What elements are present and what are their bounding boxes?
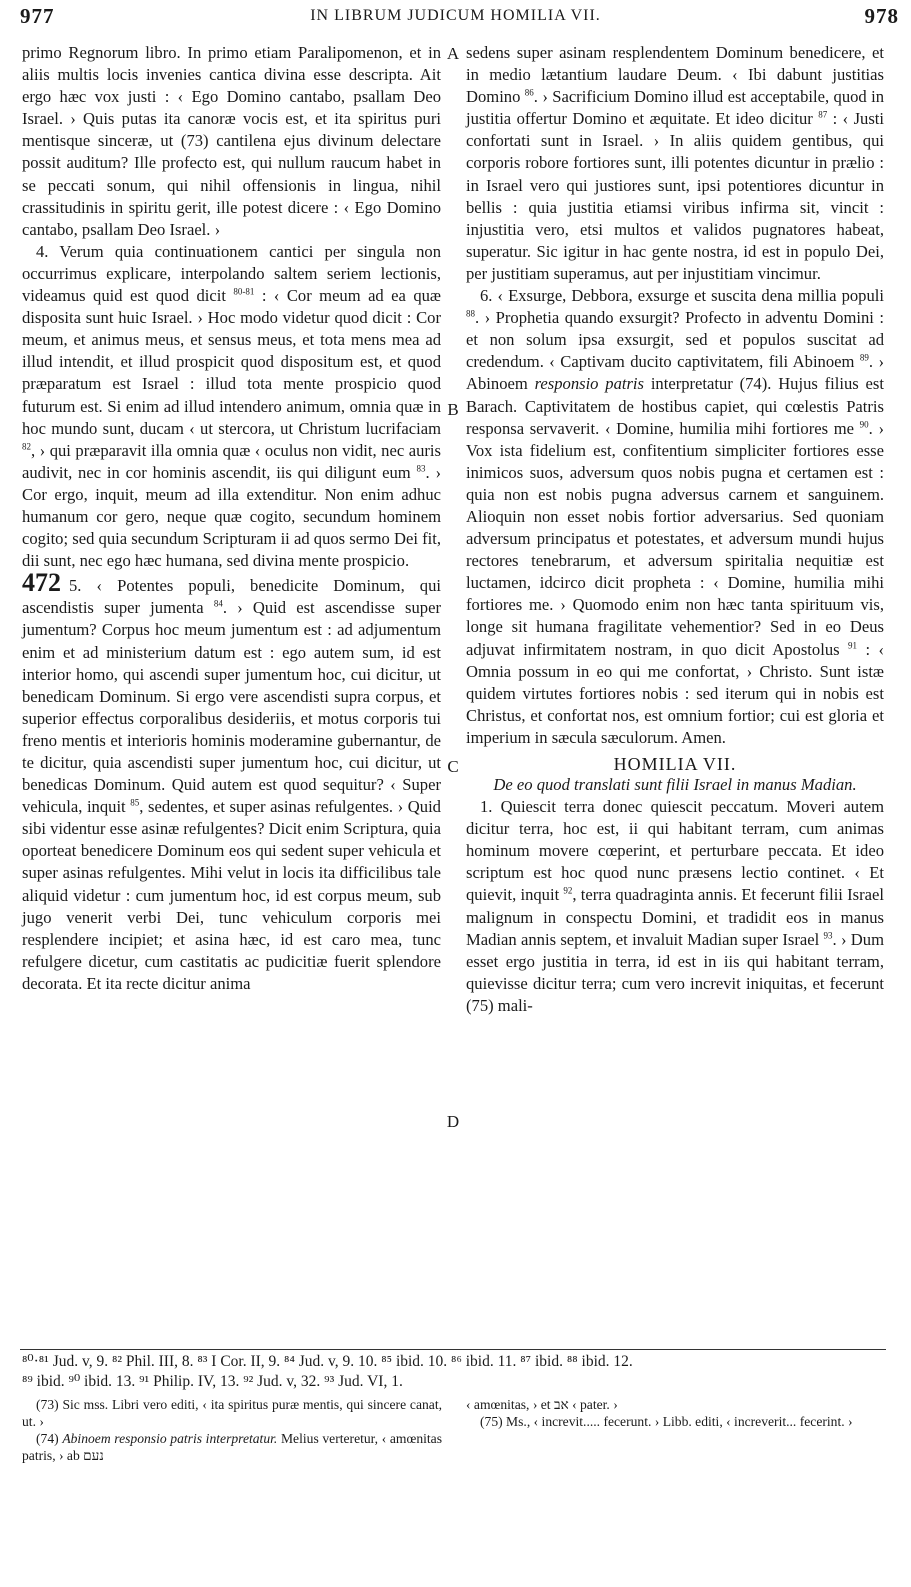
footnotes-right	[466, 1396, 886, 1430]
margin-letter-d: D	[446, 1112, 460, 1131]
paragraph: 1. Quiescit terra donec quiescit peccatum. Moveri autem dicitur terra, hoc est, ii qui habitant terram, cum animas hominum movere cœperint, et perturbare peccata. Et ideo scriptum est hoc quod nunc præsens lectio continet. ‹ Et quievit, inquit $^{92}$, terra quadraginta annis. Et fecerunt filii Israel malignum in conspectu Domini, et tradidit eos in manus Madian annis septem, et invaluit Madian super Israel $^{93}$. › Dum esset ergo justitia in terra, id est in iis qui habitant terram, quievisse dicitur terra; cum vero increvit iniquitas, et fecerunt (75) mali-	[466, 797, 884, 1015]
margin-letter-c: C	[447, 757, 459, 776]
reference-line: ⁸⁹ ibid. ⁹⁰ ibid. 13. ⁹¹ Philip. IV, 13. ⁹² Jud. v, 32. ⁹³ Jud. VI, 1.	[22, 1373, 403, 1390]
homily-title: HOMILIA VII.	[613, 754, 737, 774]
footnote-74-continued: ‹ amœnitas, › et אב ‹ pater. ›	[466, 1397, 618, 1412]
footnote-73: (73) Sic mss. Libri vero editi, ‹ ita spiritus puræ mentis, qui sincere canat, ut. ›	[22, 1397, 442, 1429]
margin-letter-a: A	[446, 44, 460, 63]
paragraph: sedens super asinam resplendentem Dominum benedicere, et in medio lætantium laudare Deum. ‹ Ibi dabunt justitias Domino $^{86}$. › Sacrificium Domino illud est acceptabile, quod in justitia offertur Domino et æquitate. Et ideo dicitur $^{87}$ : ‹ Justi confortati sunt in Israel. › In aliis quidem gentibus, qui corporis robore fortiores sunt, illi potentes dicuntur in prælio : in Israel vero qui justiores sunt, ipsi potentiores dicuntur in bellis : quia justitia etiamsi viribus infirma sit, vincit : injustitia vero, etsi multos et validos pugnatores habeat, superatur. Sic igitur in hac gente nostra, id est in populo Dei, per justitiam superamus, aut per injustitiam vincimur.	[466, 43, 885, 283]
paragraph: primo Regnorum libro. In primo etiam Paralipomenon, et in aliis multis locis invenies cantica divina esse descripta. Ait ergo hæc vox justi : ‹ Ego Domino cantabo, psallam Deo Israel. › Quis putas ita canoræ vocis est, et ita spiritus puri mentisque sinceræ, ut (73) cantilena ejus divinum delectare possit auditum? Ille profecto est, qui nullum raucum habet in se peccati sonum, qui nihil offensionis in lingua, nihil crassitudinis in spiritu gerit, ille potest dicere : ‹ Ego Domino cantabo, psallam Deo Israel. ›	[22, 43, 441, 239]
paragraph: 6. ‹ Exsurge, Debbora, exsurge et suscita dena millia populi $^{88}$. › Prophetia quando exsurgit? Profecto in adventu Domini : et non solum ipsa exsurgit, sed et populos suscitat ad credendum. ‹ Captivam ducito captivitatem, fili Abinoem $^{89}$. › Abinoem responsio patris interpretatur (74). Hujus filius est Barach. Captivitatem de hostibus capiet, qui cœlestis Patris responsa servaverit. ‹ Domine, humilia mihi fortiores me $^{90}$. › Vox ista fidelium est, confitentium simpliciter fortiores esse inimicos suos, adversum quos nobis pugna et certamen est : quia non est nobis pugna adversus carnem et sanguinem. Alioquin non esset nobis fortior adversarius. Sed quoniam adversum principatus et potestates, et adversum mundi hujus rectores tenebrarum, et adversum spiritalia nequitiæ est luctamen, idcirco dicit propheta : ‹ Domine, humilia mihi fortiores me. › Quomodo enim non hæc tanta spirituum vis, longe sit humana fragilitate vehementior? Sed in eo Deus adjuvat infirmitatem nostram, in quo dicit Apostolus $^{91}$ : ‹ Omnia possum in eo qui me confortat, › Christo. Sunt istæ quidem virtutes fortiores nobis : sed iterum qui in nobis est Christus, et confortat nos, est omnium fortior; cui est gloria et imperium in sæcula sæculorum. Amen.	[466, 286, 884, 747]
scripture-references	[22, 1352, 892, 1392]
footnotes-left	[22, 1396, 442, 1464]
reference-line: ⁸⁰·⁸¹ Jud. v, 9. ⁸² Phil. III, 8. ⁸³ I Cor. II, 9. ⁸⁴ Jud. v, 9. 10. ⁸⁵ ibid. 10. ⁸⁶ ibid. 11. ⁸⁷ ibid. ⁸⁸ ibid. 12.	[22, 1353, 633, 1370]
homily-subtitle: De eo quod translati sunt filii Israel in manus Madian.	[493, 775, 857, 795]
page-number-right: 978	[864, 4, 899, 28]
page-header	[0, 0, 911, 34]
margin-letter-b: B	[447, 400, 459, 419]
page-number-left: 977	[20, 4, 55, 28]
footnote-75: (75) Ms., ‹ increvit..... fecerunt. › Libb. editi, ‹ increverit... fecerint. ›	[480, 1414, 853, 1429]
running-title: IN LIBRUM JUDICUM HOMILIA VII.	[310, 7, 601, 24]
footnote-74: (74) Abinoem responsio patris interpretatur. Melius verteretur, ‹ amœnitas patris, › ab נעם	[22, 1431, 442, 1463]
right-column	[466, 42, 884, 1017]
marginal-page-number: 472	[22, 568, 61, 598]
left-column	[22, 42, 441, 995]
footnote-divider	[20, 1349, 886, 1350]
paragraph: 4. Verum quia continuationem cantici per singula non occurrimus explicare, interpolando saltem seriem lectionis, videamus quid est quod dicit $^{80-81}$ : ‹ Cor meum ad ea quæ disposita sunt huic Israel. › Hoc modo videtur quod dicit : Cor meum, et animus meus, et sensus meus, et tota mens mea ad illud intendit, et illud prospicit quod dispositum est, et quod præparatum est Israel : illud tota mente prospicio quod futurum est. Si enim ad illud intendero animum, omnia quæ in hoc mundo sunt, ducam ‹ ut stercora, ut Christum lucrifaciam $^{82}$, › qui præparavit illa omnia quæ ‹ oculus non vidit, nec auris audivit, nec in cor hominis ascendit, iis qui diligunt eum $^{83}$. › Cor ergo, inquit, meum ad illa extenditur. Non enim adhuc humanum cor gero, neque quæ cogito, secundum hominem cogito; sed quia secundum Scripturam ii ad quos sermo Dei fit, dii sunt, nec ego hæc humana, sed divina mente prospicio.	[22, 241, 441, 571]
paragraph: 472 5. ‹ Potentes populi, benedicite Dominum, qui ascendistis super jumenta $^{84}$. › Quid est ascendisse super jumentum? Corpus hoc meum jumentum est : ad adjumentum enim et ad ministerium datum est : ego autem sum, id est interior homo, qui ascendi super jumentum hoc, cui dicitur, ut benedicam Dominum. Si ergo vere ascendisti supra corpus, et superior effectus corporalibus desideriis, et motus corporis tui freno mentis et interioris hominis moderamine gubernantur, de te dicitur, quia ascendisti super jumentum hoc, cui dicitur, ut benedicas Dominum. Quid autem est quod sequitur? ‹ Super vehicula, inquit $^{85}$, sedentes, et super asinas refulgentes. › Quid sibi videntur esse asinæ refulgentes? Dicit enim Scriptura, quia oporteat benedicere Dominum eos qui sedent super vehicula et super asinas refulgentes. Mihi velut in locis ita difficilibus tale aliquid videtur : cum jumentum hoc, id est corpus meum, sub jugo venerit verbi Dei, tunc vehiculum corporis mei resplendere incipiet; et asina hæc, id est caro mea, tunc refulgere dicetur, cum castitatis ac pudicitiæ fuerit splendore decorata. Et ita recte dicitur anima	[22, 568, 441, 993]
